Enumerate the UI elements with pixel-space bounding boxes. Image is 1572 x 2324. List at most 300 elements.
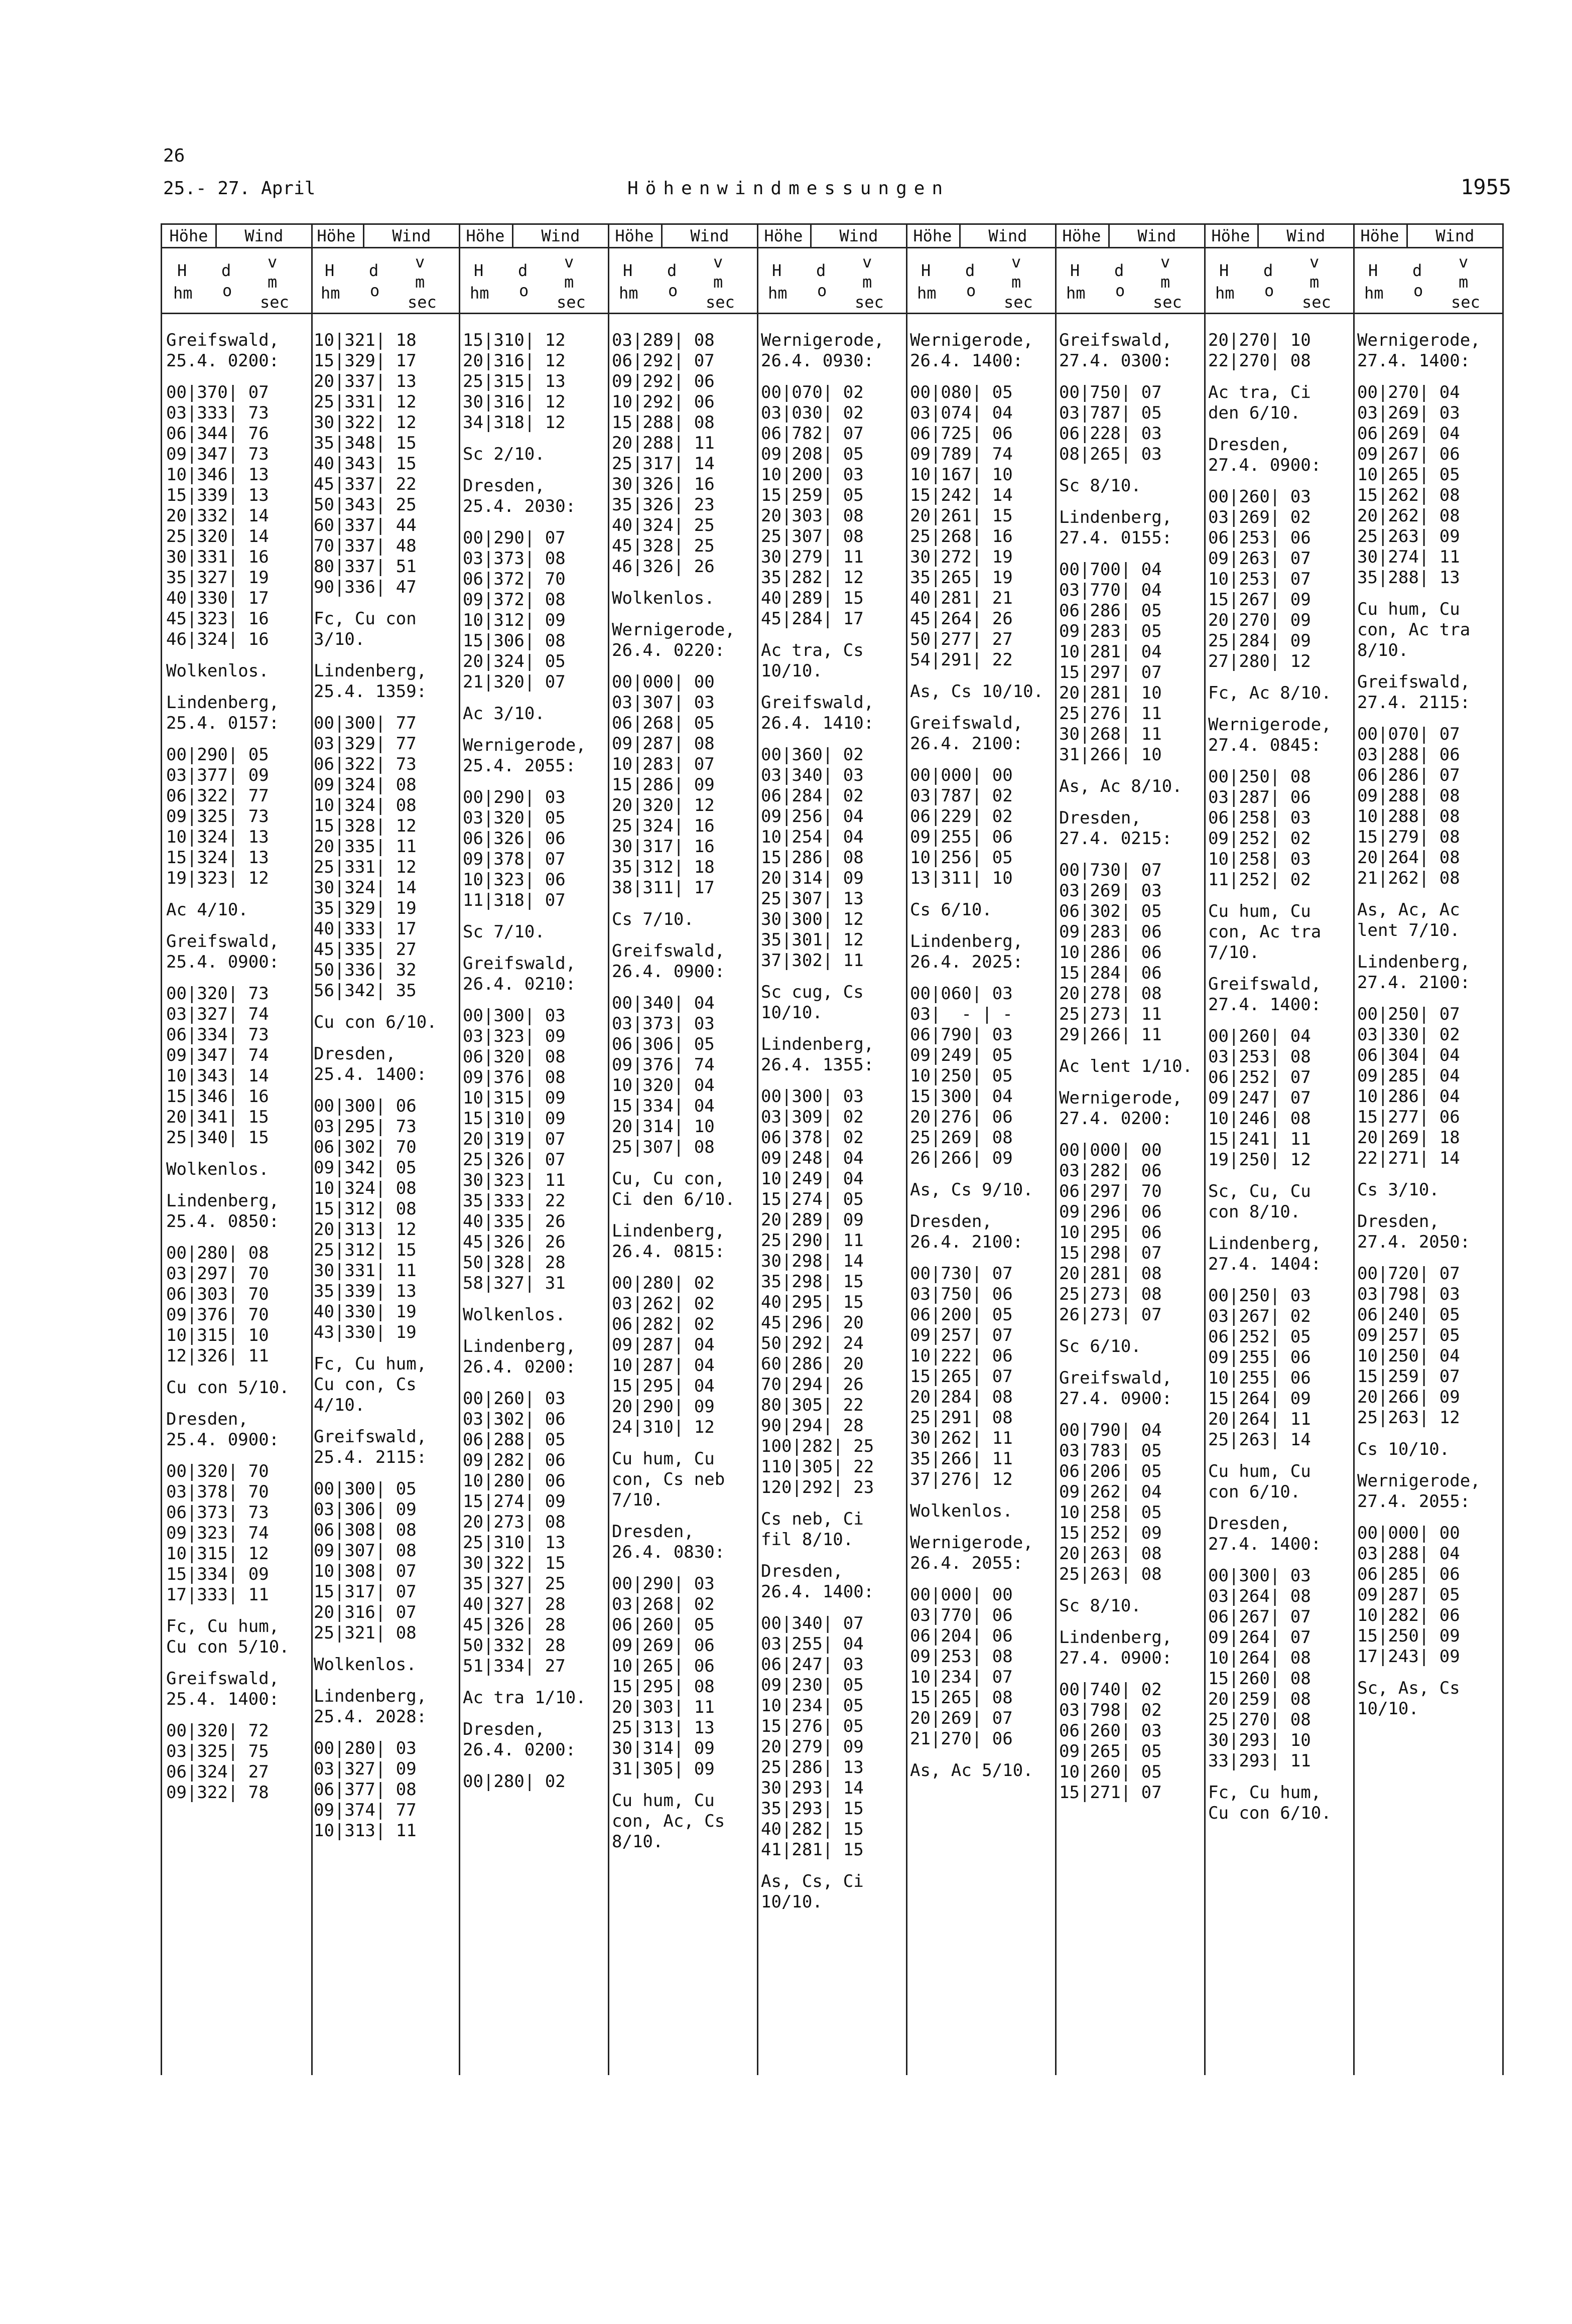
table-entry: 00|300| 06	[314, 1096, 417, 1116]
spacer	[463, 1325, 608, 1336]
spacer	[612, 609, 757, 620]
spacer	[166, 1710, 311, 1721]
header-wind: Wind	[690, 226, 729, 245]
table-entry: 25.4. 1400:	[314, 1064, 427, 1084]
table-entry: 06|790| 03	[910, 1025, 1013, 1045]
spacer	[1059, 1129, 1204, 1140]
table-entry: 25|263| 12	[1357, 1408, 1460, 1428]
table-entry: 25|307| 08	[612, 1137, 715, 1157]
header-unit: o	[519, 281, 529, 300]
table-entry: 00|290| 03	[463, 787, 566, 807]
table-entry: 10|246| 08	[1208, 1109, 1311, 1129]
table-entry: 10/10.	[761, 1003, 823, 1023]
table-entry: 06|286| 05	[1059, 601, 1162, 621]
table-entry: 09|283| 06	[1059, 922, 1162, 942]
table-entry: 06|373| 73	[166, 1502, 269, 1523]
table-entry: 25.4. 0200:	[166, 351, 280, 371]
table-entry: 00|290| 05	[166, 745, 269, 765]
table-entry: 09|257| 05	[1357, 1325, 1460, 1345]
header-unit: o	[1413, 281, 1423, 300]
table-entry: 20|303| 11	[612, 1697, 715, 1717]
table-entry: Cu con 6/10.	[314, 1012, 437, 1032]
table-entry: 10|324| 13	[166, 827, 269, 847]
table-entry: 06|282| 02	[612, 1314, 715, 1334]
table-entry: 15|250| 09	[1357, 1626, 1460, 1646]
table-entry: 09|376| 70	[166, 1305, 269, 1325]
spacer	[1357, 588, 1502, 599]
table-entry: 03|030| 02	[761, 403, 864, 423]
table-entry: 26.4. 0210:	[463, 974, 576, 994]
table-entry: 00|300| 03	[463, 1006, 566, 1026]
table-entry: 10|222| 06	[910, 1346, 1013, 1366]
table-column	[459, 223, 609, 2075]
table-entry: 06|200| 05	[910, 1305, 1013, 1325]
table-entry: Lindenberg,	[166, 693, 280, 713]
table-entry: 10|323| 06	[463, 870, 566, 890]
table-entry: 09|296| 06	[1059, 1202, 1162, 1222]
header-unit: m	[564, 272, 574, 292]
table-entry: Greifswald,	[463, 953, 576, 974]
spacer	[166, 650, 311, 661]
table-entry: 00|250| 07	[1357, 1004, 1460, 1024]
table-entry: Cu hum, Cu	[1357, 599, 1460, 619]
table-entry: 25.4. 0850:	[166, 1211, 280, 1232]
table-entry: con 6/10.	[1208, 1482, 1301, 1502]
table-entry: 15|334| 09	[166, 1564, 269, 1584]
table-entry: 00|000| 00	[1357, 1523, 1460, 1543]
table-entry: Ac 3/10.	[463, 704, 545, 724]
table-entry: 25.4. 2028:	[314, 1707, 427, 1727]
table-entry: 00|320| 70	[166, 1461, 269, 1481]
table-entry: 60|337| 44	[314, 515, 417, 535]
table-entry: 09|372| 08	[463, 590, 566, 610]
spacer	[1357, 1200, 1502, 1211]
table-entry: 00|300| 77	[314, 713, 417, 733]
table-entry: 30|298| 14	[761, 1251, 864, 1271]
spacer	[314, 1033, 459, 1044]
table-entry: 03|289| 08	[612, 330, 715, 350]
table-entry: 40|289| 15	[761, 588, 864, 608]
table-entry: 00|730| 07	[910, 1264, 1013, 1284]
table-entry: 20|263| 08	[1059, 1544, 1162, 1564]
header-unit: m	[1459, 272, 1469, 292]
table-entry: 80|305| 22	[761, 1395, 864, 1415]
table-entry: 10|315| 10	[166, 1325, 269, 1345]
table-entry: 40|335| 26	[463, 1211, 566, 1232]
spacer	[761, 1023, 906, 1034]
wind-measurement-table	[161, 223, 1506, 2075]
table-entry: 110|305| 22	[761, 1457, 874, 1477]
table-entry: 30|324| 14	[314, 878, 417, 898]
table-entry: 15|260| 08	[1208, 1669, 1311, 1689]
spacer	[761, 1498, 906, 1509]
header-unit: d	[667, 261, 677, 280]
table-entry: 30|268| 11	[1059, 724, 1162, 744]
table-entry: 31|305| 09	[612, 1759, 715, 1779]
table-entry: 27.4. 0900:	[1208, 455, 1322, 475]
table-entry: 45|323| 16	[166, 609, 269, 629]
table-entry: Greifswald,	[166, 931, 280, 951]
table-entry: 20|269| 07	[910, 1708, 1013, 1728]
table-entry: 25.4. 2030:	[463, 496, 576, 516]
table-entry: 15|274| 05	[761, 1189, 864, 1209]
table-entry: 20|270| 09	[1208, 610, 1311, 630]
table-entry: Dresden,	[612, 1522, 694, 1542]
table-entry: 21|262| 08	[1357, 868, 1460, 888]
spacer	[1059, 496, 1204, 507]
table-entry: 09|248| 04	[761, 1148, 864, 1168]
table-entry: 26.4. 1355:	[761, 1055, 874, 1075]
table-entry: 25|321| 08	[314, 1623, 417, 1643]
table-entry: 30|293| 14	[761, 1778, 864, 1798]
table-entry: 03|269| 03	[1059, 881, 1162, 901]
table-entry: Lindenberg,	[166, 1191, 280, 1211]
table-entry: 25|286| 13	[761, 1757, 864, 1778]
table-entry: 30|331| 16	[166, 547, 269, 567]
spacer	[1059, 1616, 1204, 1627]
table-entry: 00|060| 03	[910, 984, 1013, 1004]
spacer	[166, 1148, 311, 1159]
table-entry: 00|280| 08	[166, 1243, 269, 1263]
table-entry: con 8/10.	[1208, 1202, 1301, 1222]
table-entry: 11|252| 02	[1208, 870, 1311, 890]
table-entry: Ac 4/10.	[166, 900, 248, 920]
spacer	[1208, 1275, 1353, 1286]
table-entry: 22|271| 14	[1357, 1148, 1460, 1168]
header-unit: hm	[1066, 284, 1086, 303]
spacer	[1357, 1428, 1502, 1439]
table-entry: 09|253| 08	[910, 1647, 1013, 1667]
table-entry: Fc, Ac 8/10.	[1208, 683, 1332, 703]
table-entry: 27.4. 2055:	[1357, 1491, 1471, 1512]
table-entry: Greifswald,	[166, 1669, 280, 1689]
table-entry: 25|307| 13	[761, 889, 864, 909]
spacer	[1357, 1512, 1502, 1523]
spacer	[463, 1294, 608, 1305]
spacer	[910, 371, 1055, 382]
table-entry: 20|303| 08	[761, 506, 864, 526]
table-entry: 03|770| 06	[910, 1605, 1013, 1625]
table-entry: 26.4. 2055:	[910, 1553, 1023, 1573]
table-entry: 09|288| 08	[1357, 786, 1460, 806]
table-entry: 03|333| 73	[166, 403, 269, 423]
header-unit: o	[966, 281, 976, 300]
table-entry: 22|270| 08	[1208, 351, 1311, 371]
header-unit: v	[268, 252, 278, 271]
table-entry: 25.4. 1400:	[166, 1689, 280, 1709]
header-hohe: Höhe	[757, 225, 812, 247]
table-entry: 03|307| 03	[612, 693, 715, 713]
header-unit: H	[1219, 261, 1229, 280]
table-entry: 06|304| 04	[1357, 1045, 1460, 1065]
table-entry: Lindenberg,	[1059, 507, 1172, 527]
column-header	[310, 223, 459, 314]
table-entry: 35|301| 12	[761, 930, 864, 950]
table-entry: 10|286| 06	[1059, 942, 1162, 963]
table-entry: 11|318| 07	[463, 890, 566, 910]
table-entry: 15|259| 07	[1357, 1366, 1460, 1387]
table-entry: 06|258| 03	[1208, 808, 1311, 828]
table-entry: 09|262| 04	[1059, 1482, 1162, 1502]
table-entry: 10|253| 07	[1208, 569, 1311, 589]
table-entry: 03|287| 06	[1208, 787, 1311, 807]
table-entry: 06|269| 04	[1357, 424, 1460, 444]
table-entry: 03|323| 09	[463, 1026, 566, 1046]
table-entry: 27.4. 1400:	[1357, 351, 1471, 371]
table-entry: Lindenberg,	[1357, 952, 1471, 972]
table-entry: Cu con 5/10.	[166, 1378, 290, 1398]
table-entry: 06|303| 70	[166, 1284, 269, 1304]
table-entry: 15|284| 06	[1059, 963, 1162, 983]
table-entry: Cs neb, Ci	[761, 1509, 864, 1529]
table-entry: 15|346| 16	[166, 1086, 269, 1107]
header-unit: d	[965, 261, 975, 280]
spacer	[1208, 1771, 1353, 1783]
table-entry: Cs 7/10.	[612, 909, 694, 929]
header-unit: d	[1263, 261, 1273, 280]
header-unit: H	[1070, 261, 1080, 280]
spacer	[463, 1677, 608, 1688]
table-entry: Lindenberg,	[1208, 1234, 1322, 1254]
table-entry: 25|268| 16	[910, 526, 1013, 546]
table-entry: 30|316| 12	[463, 392, 566, 412]
table-entry: 06|322| 77	[166, 786, 269, 806]
header-unit: H	[474, 261, 484, 280]
table-entry: 25.4. 1359:	[314, 681, 427, 702]
spacer	[1208, 672, 1353, 683]
table-entry: 00|070| 02	[761, 382, 864, 402]
table-entry: 06|302| 70	[314, 1137, 417, 1157]
table-entry: 00|000| 00	[910, 765, 1013, 785]
spacer	[1208, 890, 1353, 901]
spacer	[612, 1780, 757, 1791]
table-entry: 45|326| 26	[463, 1232, 566, 1252]
table-entry: Dresden,	[166, 1409, 248, 1429]
spacer	[1357, 1169, 1502, 1180]
table-entry: 00|250| 08	[1208, 767, 1311, 787]
table-entry: 20|288| 11	[612, 433, 715, 453]
table-entry: 03|262| 02	[612, 1294, 715, 1314]
table-entry: Fc, Cu hum,	[314, 1354, 427, 1374]
table-entry: 00|300| 03	[1208, 1566, 1311, 1586]
table-entry: 25.4. 2055:	[463, 756, 576, 776]
table-entry: 35|265| 19	[910, 568, 1013, 588]
table-entry: 25|273| 08	[1059, 1284, 1162, 1304]
table-entry: 25|263| 09	[1357, 526, 1460, 546]
table-entry: 00|270| 04	[1357, 382, 1460, 402]
header-wind: Wind	[1137, 226, 1176, 245]
table-entry: 10|324| 08	[314, 1178, 417, 1198]
spacer	[166, 920, 311, 931]
table-entry: 20|261| 15	[910, 506, 1013, 526]
column-header	[906, 223, 1055, 314]
table-entry: den 6/10.	[1208, 403, 1301, 423]
table-entry: Wolkenlos.	[166, 661, 269, 681]
header-unit: o	[817, 281, 827, 300]
spacer	[1208, 1502, 1353, 1514]
table-entry: 43|330| 19	[314, 1322, 417, 1342]
table-entry: 40|281| 21	[910, 588, 1013, 608]
table-entry: 03|325| 75	[166, 1741, 269, 1761]
table-entry: 00|370| 07	[166, 382, 269, 402]
table-entry: con, Ac, Cs	[612, 1811, 725, 1831]
table-entry: 33|293| 11	[1208, 1751, 1311, 1771]
header-unit: hm	[1364, 284, 1384, 303]
spacer	[910, 1749, 1055, 1760]
spacer	[1059, 1077, 1204, 1088]
table-entry: 15|276| 05	[761, 1716, 864, 1736]
table-entry: Cu con 6/10.	[1208, 1803, 1332, 1823]
table-entry: Wernigerode,	[910, 1533, 1033, 1553]
table-entry: 20|316| 12	[463, 351, 566, 371]
table-entry: 10|286| 04	[1357, 1086, 1460, 1107]
table-entry: 30|326| 16	[612, 474, 715, 494]
table-entry: 03|783| 05	[1059, 1441, 1162, 1461]
table-entry: 10|343| 14	[166, 1066, 269, 1086]
table-entry: Lindenberg,	[910, 931, 1023, 951]
spacer	[910, 973, 1055, 984]
table-entry: 10|234| 07	[910, 1667, 1013, 1687]
table-entry: 35|288| 13	[1357, 568, 1460, 588]
table-entry: 00|290| 03	[612, 1574, 715, 1594]
table-entry: lent 7/10.	[1357, 920, 1460, 940]
table-entry: 25|326| 07	[463, 1150, 566, 1170]
table-entry: 15|312| 08	[314, 1199, 417, 1219]
spacer	[1357, 1460, 1502, 1471]
table-entry: 00|730| 07	[1059, 860, 1162, 880]
table-entry: 26.4. 2100:	[910, 734, 1023, 754]
table-entry: 17|333| 11	[166, 1585, 269, 1605]
header-hohe: Höhe	[906, 225, 961, 247]
table-entry: 30|317| 16	[612, 837, 715, 857]
table-entry: 35|293| 15	[761, 1799, 864, 1819]
table-entry: con, Cs neb	[612, 1469, 725, 1489]
table-entry: 15|295| 08	[612, 1677, 715, 1697]
table-entry: 10|265| 05	[1357, 465, 1460, 485]
table-entry: 15|242| 14	[910, 485, 1013, 505]
table-entry: Dresden,	[1208, 435, 1290, 455]
table-entry: 10|313| 11	[314, 1821, 417, 1841]
spacer	[761, 1860, 906, 1871]
header-hohe: Höhe	[1204, 225, 1259, 247]
spacer	[166, 1605, 311, 1616]
table-entry: 03|269| 03	[1357, 403, 1460, 423]
table-entry: con, Ac tra	[1208, 922, 1322, 942]
table-entry: 09|322| 78	[166, 1783, 269, 1803]
table-entry: 06|253| 06	[1208, 528, 1311, 548]
table-entry: 06|247| 03	[761, 1655, 864, 1675]
table-entry: 09|342| 05	[314, 1158, 417, 1178]
table-entry: 10|167| 10	[910, 465, 1013, 485]
table-entry: Cu hum, Cu	[612, 1449, 715, 1469]
table-entry: 120|292| 23	[761, 1477, 874, 1497]
table-entry: 09|257| 07	[910, 1325, 1013, 1345]
table-entry: 20|314| 10	[612, 1117, 715, 1137]
header-hohe: Höhe	[310, 225, 364, 247]
table-entry: 03|282| 06	[1059, 1161, 1162, 1181]
table-entry: 31|266| 10	[1059, 745, 1162, 765]
table-entry: 09|376| 74	[612, 1055, 715, 1075]
header-unit: d	[1412, 261, 1422, 280]
table-entry: 00|340| 04	[612, 993, 715, 1013]
table-entry: Cu hum, Cu	[1208, 901, 1311, 921]
table-entry: 15|317| 07	[314, 1582, 417, 1602]
table-entry: 03|329| 77	[314, 734, 417, 754]
header-unit: v	[1459, 252, 1469, 271]
table-entry: 09|323| 74	[166, 1523, 269, 1543]
header-unit: sec	[1451, 293, 1480, 312]
spacer	[1208, 1015, 1353, 1026]
spacer	[314, 1085, 459, 1096]
header-unit: m	[862, 272, 872, 292]
header-unit: d	[816, 261, 826, 280]
table-entry: 03|787| 02	[910, 786, 1013, 806]
table-entry: 09|285| 04	[1357, 1066, 1460, 1086]
spacer	[761, 734, 906, 745]
table-entry: 06|284| 02	[761, 786, 864, 806]
table-entry: Cs 3/10.	[1357, 1180, 1439, 1200]
header-unit: H	[1368, 261, 1378, 280]
spacer	[910, 1574, 1055, 1585]
table-entry: 10|315| 09	[463, 1088, 566, 1108]
table-entry: 10|346| 13	[166, 465, 269, 485]
table-entry: 40|330| 19	[314, 1302, 417, 1322]
table-entry: 26.4. 0200:	[463, 1740, 576, 1760]
table-entry: 03|269| 02	[1208, 507, 1311, 527]
spacer	[1059, 371, 1204, 382]
table-entry: 34|318| 12	[463, 413, 566, 433]
table-entry: 15|306| 08	[463, 631, 566, 651]
table-entry: Wernigerode,	[612, 620, 735, 640]
table-entry: 10|292| 06	[612, 392, 715, 412]
table-entry: 45|264| 26	[910, 609, 1013, 629]
table-entry: 54|291| 22	[910, 650, 1013, 670]
table-entry: Wernigerode,	[761, 330, 884, 350]
table-entry: 09|324| 08	[314, 775, 417, 795]
table-entry: Sc, As, Cs	[1357, 1678, 1460, 1698]
column-header	[459, 223, 608, 314]
spacer	[1357, 993, 1502, 1004]
table-entry: 25|312| 15	[314, 1240, 417, 1260]
spacer	[314, 1343, 459, 1354]
table-entry: As, Ac 5/10.	[910, 1760, 1033, 1781]
spacer	[612, 1210, 757, 1221]
table-entry: 03|309| 02	[761, 1107, 864, 1127]
table-entry: 35|326| 23	[612, 495, 715, 515]
table-entry: 56|342| 35	[314, 981, 417, 1001]
spacer	[1059, 797, 1204, 808]
table-entry: 30|262| 11	[910, 1428, 1013, 1448]
spacer	[910, 1200, 1055, 1211]
table-entry: 26.4. 2025:	[910, 952, 1023, 972]
table-entry: 00|260| 03	[1208, 487, 1311, 507]
table-entry: 20|314| 09	[761, 868, 864, 888]
spacer	[910, 754, 1055, 765]
table-entry: 15|286| 08	[761, 848, 864, 868]
table-entry: 20|276| 06	[910, 1107, 1013, 1127]
table-entry: 09|252| 02	[1208, 829, 1311, 849]
table-entry: 03|268| 02	[612, 1594, 715, 1614]
table-entry: Ac tra 1/10.	[463, 1688, 586, 1708]
table-entry: 20|273| 08	[463, 1512, 566, 1532]
spacer	[910, 889, 1055, 900]
table-entry: 06|252| 05	[1208, 1327, 1311, 1347]
table-entry: fil 8/10.	[761, 1530, 854, 1550]
table-entry: 06|206| 05	[1059, 1461, 1162, 1481]
table-entry: 09|378| 07	[463, 849, 566, 869]
spacer	[463, 433, 608, 444]
table-entry: 27.4. 0155:	[1059, 528, 1172, 548]
